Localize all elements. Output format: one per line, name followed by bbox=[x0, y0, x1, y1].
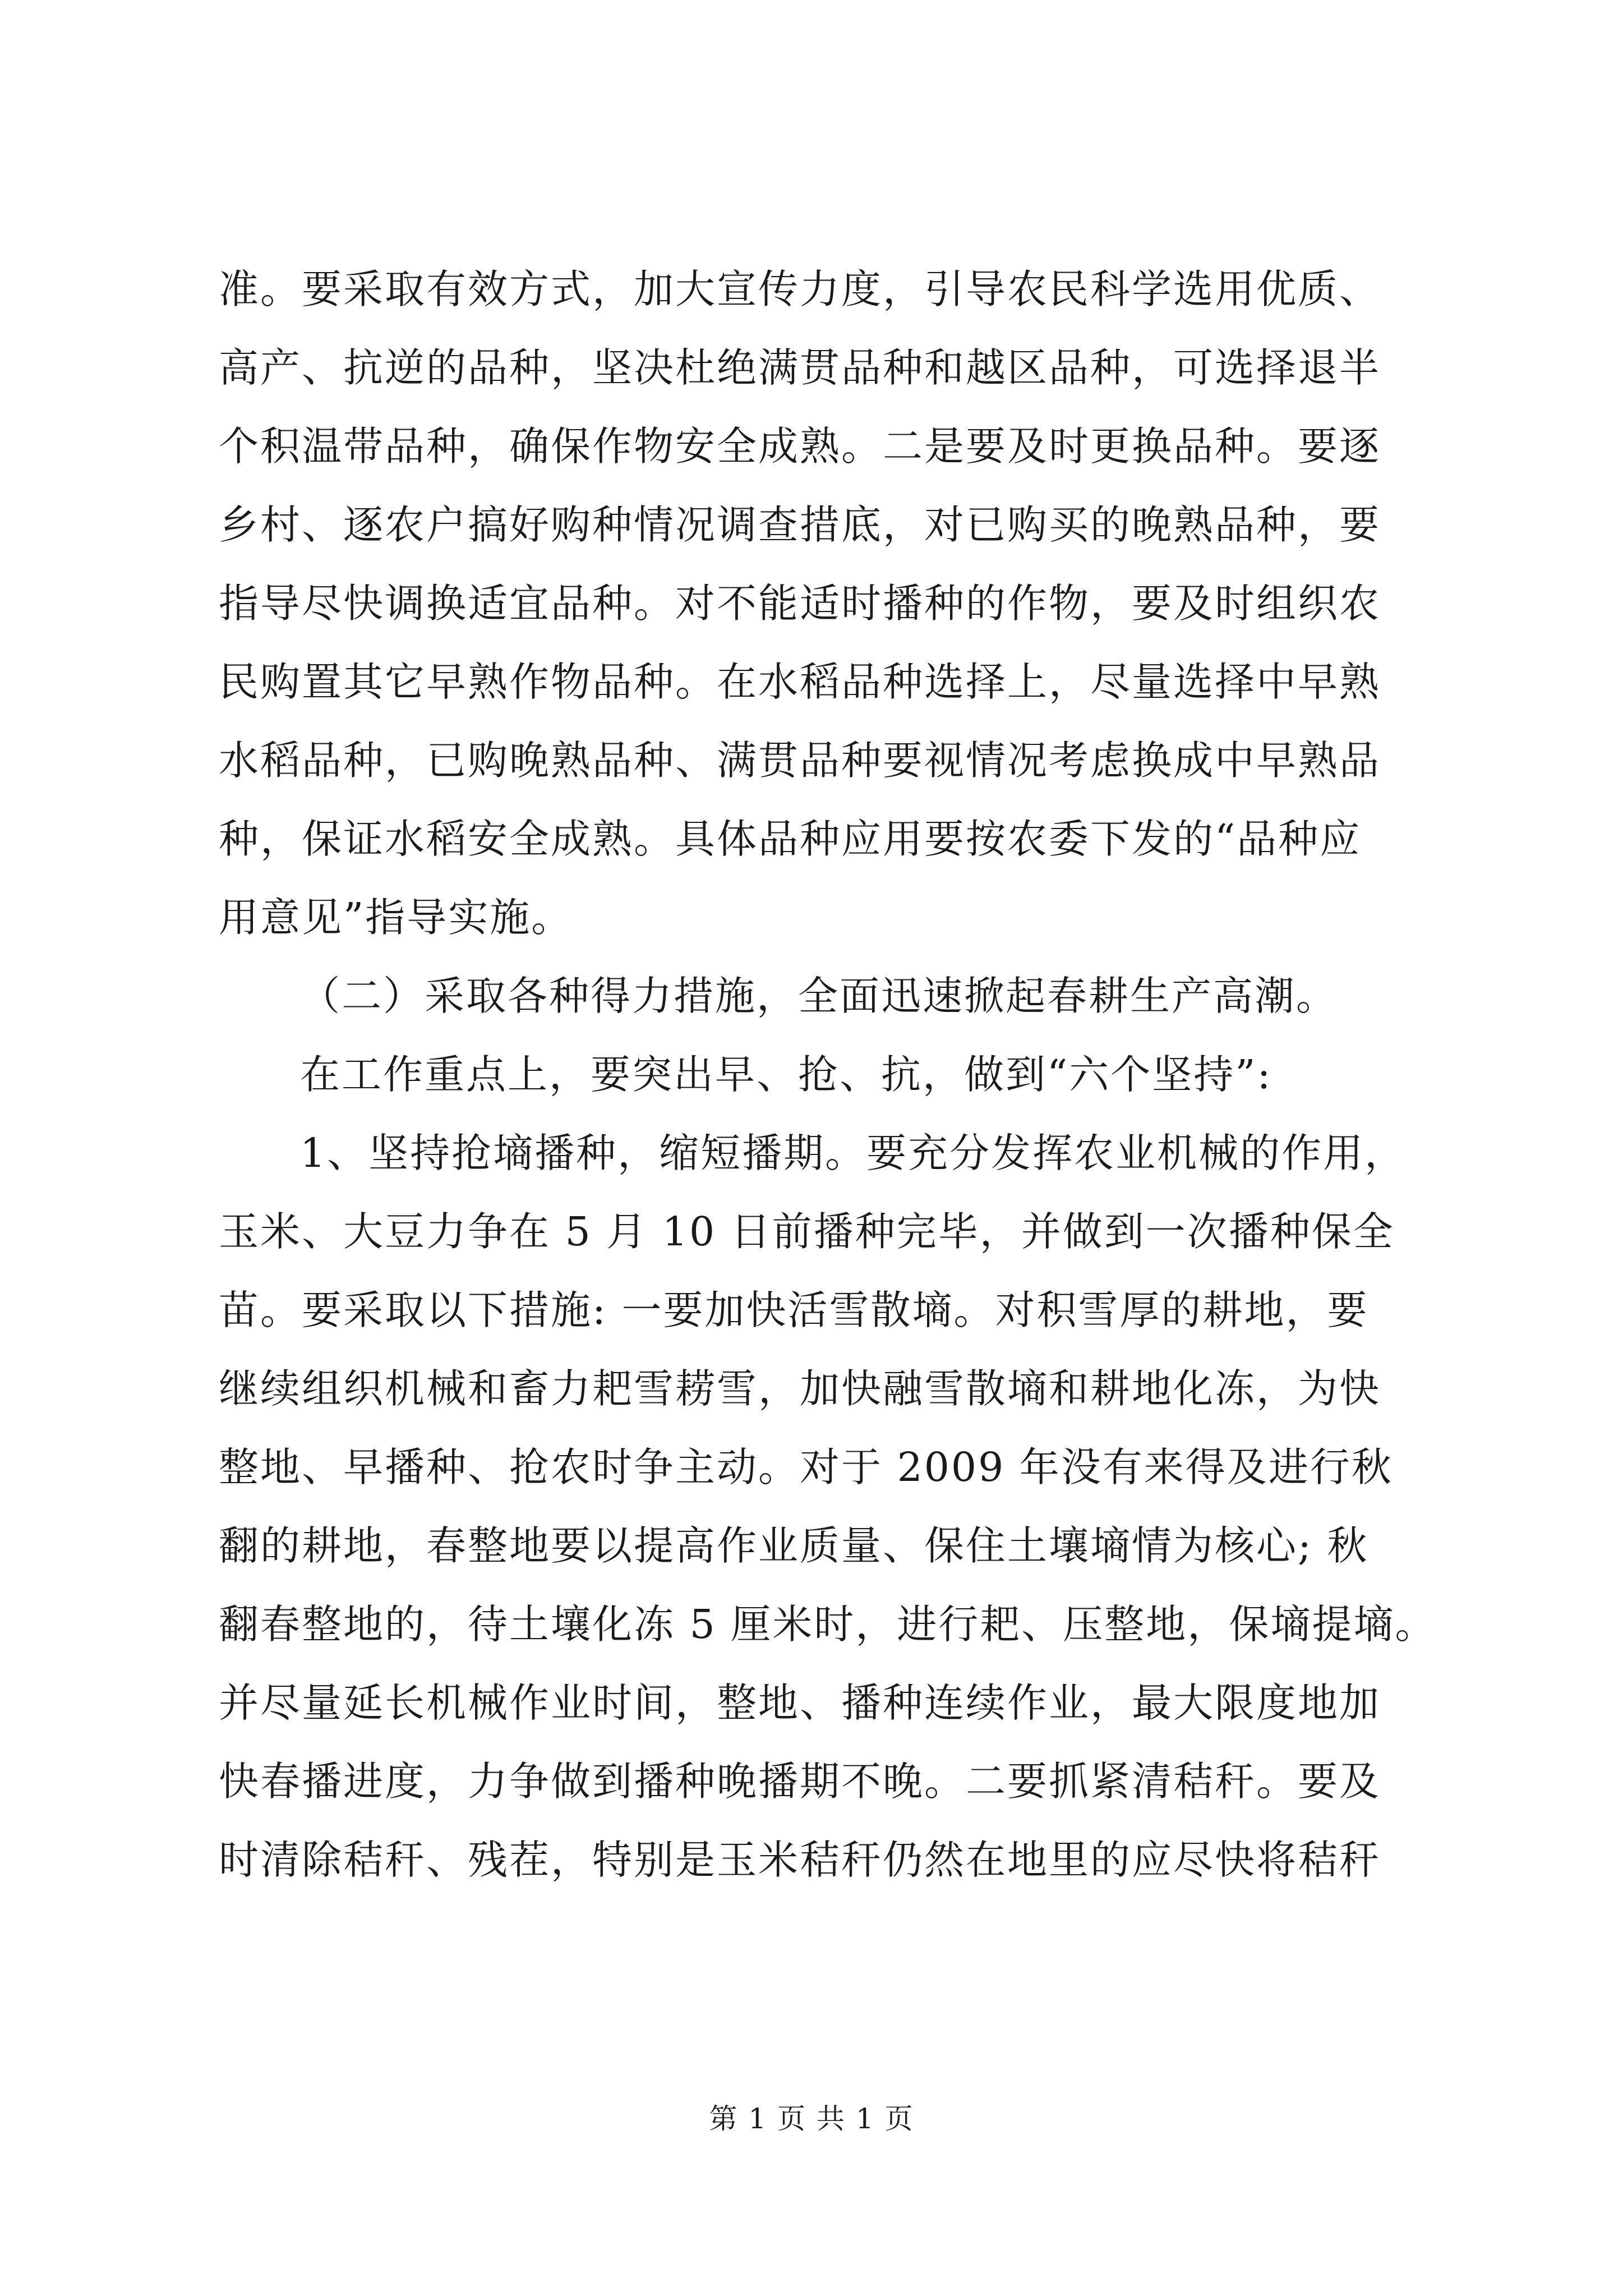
text-line: 玉米、大豆力争在 5 月 10 日前播种完毕，并做到一次播种保全 bbox=[219, 1208, 1395, 1255]
text-line: 快春播进度，力争做到播种晚播期不晚。二要抓紧清秸秆。要及 bbox=[219, 1758, 1381, 1805]
body-text bbox=[219, 250, 1437, 1899]
text-line: 并尽量延长机械作业时间，整地、播种连续作业，最大限度地加 bbox=[219, 1680, 1381, 1726]
text-line: 指导尽快调换适宜品种。对不能适时播种的作物，要及时组织农 bbox=[219, 580, 1381, 627]
text-line: 继续组织机械和畜力耙雪耢雪，加快融雪散墒和耕地化冻，为快 bbox=[219, 1365, 1381, 1412]
text-line: 用意见”指导实施。 bbox=[219, 894, 573, 941]
text-line: 在工作重点上，要突出早、抢、抗，做到“六个坚持”: bbox=[300, 1051, 1272, 1098]
section-heading: （二）采取各种得力措施，全面迅速掀起春耕生产高潮。 bbox=[300, 973, 1338, 1019]
text-line: 乡村、逐农户搞好购种情况调查措底，对已购买的晚熟品种，要 bbox=[219, 501, 1381, 548]
text-line: 个积温带品种，确保作物安全成熟。二是要及时更换品种。要逐 bbox=[219, 423, 1381, 470]
text-line: 整地、早播种、抢农时争主动。对于 2009 年没有来得及进行秋 bbox=[219, 1444, 1393, 1490]
text-line: 种，保证水稻安全成熟。具体品种应用要按农委下发的“品种应 bbox=[219, 816, 1362, 862]
text-line: 民购置其它早熟作物品种。在水稻品种选择上，尽量选择中早熟 bbox=[219, 659, 1381, 705]
text-line: 苗。要采取以下措施: 一要加快活雪散墒。对积雪厚的耕地，要 bbox=[219, 1287, 1369, 1333]
text-line: 高产、抗逆的品种，坚决杜绝满贯品种和越区品种，可选择退半 bbox=[219, 344, 1381, 391]
text-line: 翻的耕地，春整地要以提高作业质量、保住土壤墒情为核心; 秋 bbox=[219, 1522, 1369, 1569]
text-line: 水稻品种，已购晚熟品种、满贯品种要视情况考虑换成中早熟品 bbox=[219, 737, 1381, 784]
text-line: 1、坚持抢墒播种，缩短播期。要充分发挥农业机械的作用， bbox=[300, 1130, 1407, 1176]
text-line: 翻春整地的，待土壤化冻 5 厘米时，进行耙、压整地，保墒提墒。 bbox=[219, 1601, 1437, 1648]
text-line: 准。要采取有效方式，加大宣传力度，引导农民科学选用优质、 bbox=[219, 266, 1381, 312]
text-line: 时清除秸秆、残茬，特别是玉米秸秆仍然在地里的应尽快将秸秆 bbox=[219, 1837, 1381, 1883]
page-footer: 第 1 页 共 1 页 bbox=[709, 2102, 914, 2135]
